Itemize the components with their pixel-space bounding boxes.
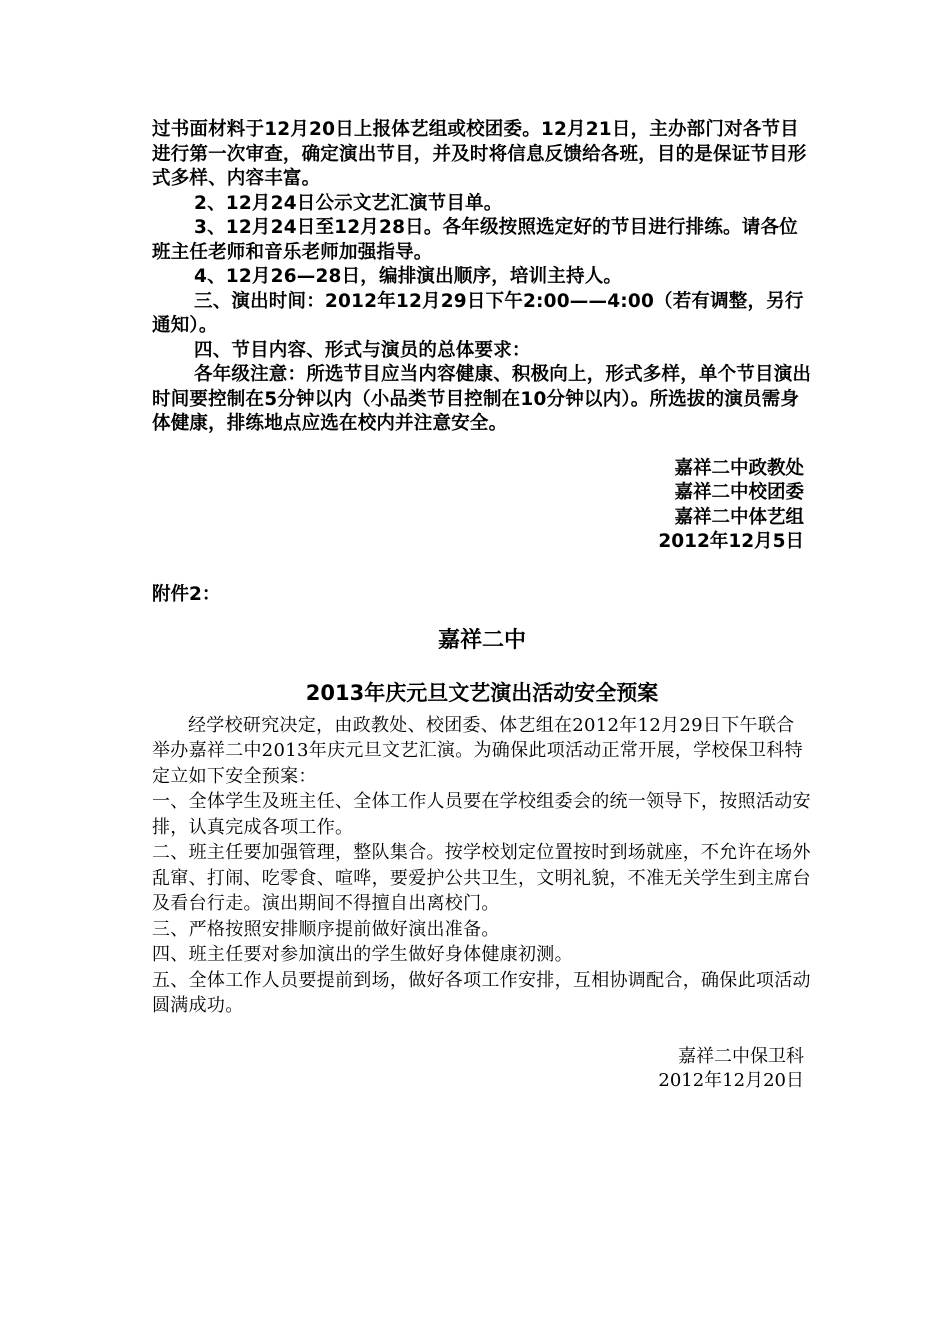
notice-paragraph: 3、12月24日至12月28日。各年级按照选定好的节目进行排练。请各位班主任老师和音乐老师加强指导。: [152, 217, 798, 263]
attachment-label: 附件2：: [152, 583, 221, 605]
document-page: [152, 118, 812, 1093]
signature-line: 嘉祥二中政教处: [674, 457, 804, 479]
notice-paragraph: 三、演出时间：2012年12月29日下午2:00——4:00（若有调整，另行通知）。: [152, 290, 804, 336]
notice-paragraph: 各年级注意：所选节目应当内容健康、积极向上，形式多样，单个节目演出时间要控制在5分钟以内（小品类节目控制在10分钟以内）。所选拔的演员需身体健康，排练地点应选在校内并注意安全。: [152, 364, 812, 434]
notice-paragraph: 2、12月24日公示文艺汇演节目单。: [194, 192, 503, 214]
signature-date: 2012年12月20日: [658, 1069, 804, 1091]
signature-line: 嘉祥二中体艺组: [674, 506, 804, 528]
plan-paragraph: 经学校研究决定，由政教处、校团委、体艺组在2012年12月29日下午联合举办嘉祥二中2013年庆元旦文艺汇演。为确保此项活动正常开展，学校保卫科特定立如下安全预案：: [152, 714, 803, 787]
plan-body: [152, 713, 812, 1019]
plan-signature: [152, 1045, 812, 1093]
signature-line: 嘉祥二中校团委: [674, 482, 804, 503]
attachment-school-title: 嘉祥二中: [437, 627, 526, 653]
signature-line: 嘉祥二中保卫科: [678, 1045, 804, 1067]
notice-paragraph: 4、12月26—28日，编排演出顺序，培训主持人。: [194, 266, 623, 287]
notice-signature: [152, 457, 812, 555]
plan-paragraph: 一、全体学生及班主任、全体工作人员要在学校组委会的统一领导下，按照活动安排，认真完成各项工作。: [152, 791, 811, 838]
attachment-plan-title: 2013年庆元旦文艺演出活动安全预案: [305, 680, 659, 705]
signature-date: 2012年12月5日: [658, 531, 804, 552]
plan-paragraph: 三、严格按照安排顺序提前做好演出准备。: [152, 918, 500, 940]
plan-paragraph: 五、全体工作人员要提前到场，做好各项工作安排，互相协调配合，确保此项活动圆满成功。: [152, 969, 811, 1016]
plan-paragraph: 四、班主任要对参加演出的学生做好身体健康初测。: [152, 944, 573, 965]
notice-body: [152, 118, 812, 437]
notice-paragraph: 过书面材料于12月20日上报体艺组或校团委。12月21日，主办部门对各节目进行第一次审查，确定演出节目，并及时将信息反馈给各班，目的是保证节目形式多样、内容丰富。: [152, 119, 807, 189]
plan-paragraph: 二、班主任要加强管理，整队集合。按学校划定位置按时到场就座，不允许在场外乱窜、打闹、吃零食、喧哗，要爱护公共卫生，文明礼貌，不准无关学生到主席台及看台行走。演出期间不得擅自出离校门。: [152, 842, 811, 914]
notice-paragraph: 四、节目内容、形式与演员的总体要求：: [194, 339, 531, 361]
